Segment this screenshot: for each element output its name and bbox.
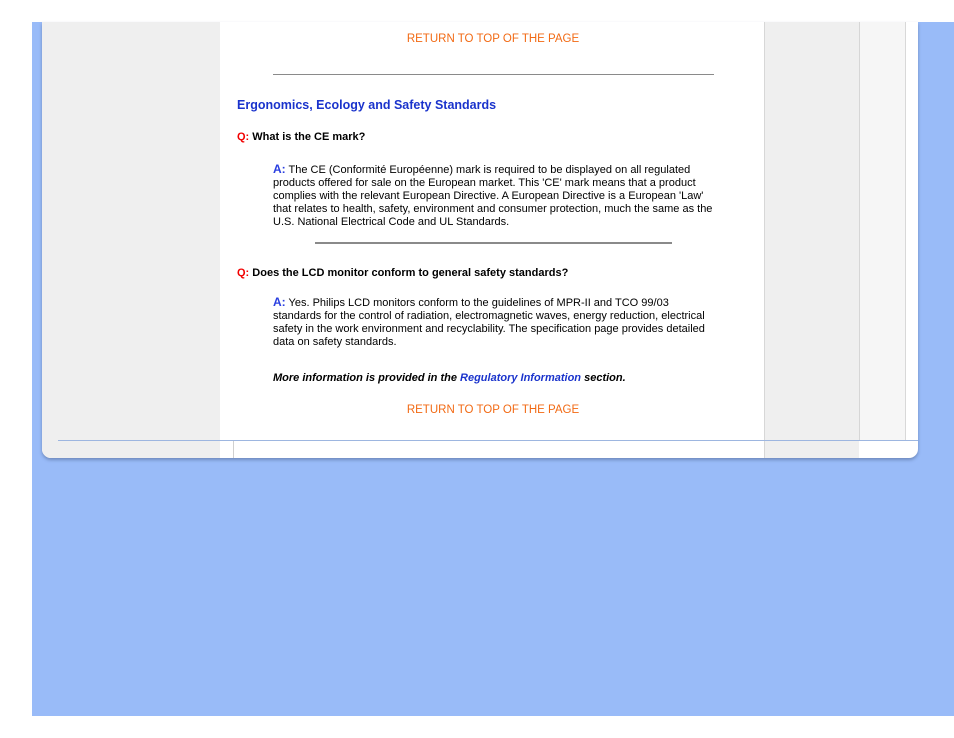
return-to-top-link-bottom[interactable]: RETURN TO TOP OF THE PAGE	[406, 404, 580, 416]
footer-rule	[58, 440, 918, 441]
section-divider	[273, 74, 714, 75]
footer-tick	[233, 441, 234, 458]
regulatory-information-link[interactable]: Regulatory Information	[460, 372, 582, 384]
far-right-column	[860, 22, 906, 440]
section-title: Ergonomics, Ecology and Safety Standards	[237, 98, 497, 112]
faq-question	[237, 267, 568, 279]
return-to-top-link[interactable]: RETURN TO TOP OF THE PAGE	[406, 33, 580, 45]
answer-text: The CE (Conformité Européenne) mark is required to be displayed on all regulated products offered for sale on the European market. This 'CE' mark means that a product complies with the relevant European Directive. A European Directive is a European 'Law' that relates to health, safety, environment and consumer protection, much the same as the U.S. National Electrical Code and UL Standards.	[273, 164, 713, 228]
answer-text: Yes. Philips LCD monitors conform to the guidelines of MPR-II and TCO 99/03 standards for the control of radiation, electromagnetic waves, energy reduction, electrical safety in the work environment and recyclability. The specification page provides detailed data on safety standards.	[273, 297, 705, 348]
document-frame	[42, 22, 918, 458]
left-sidebar	[42, 22, 220, 458]
answer-divider	[315, 242, 672, 244]
faq-question	[237, 131, 365, 143]
right-sidebar	[765, 22, 859, 458]
answer-marker: A:	[273, 162, 286, 176]
answer-marker: A:	[273, 295, 286, 309]
faq-answer	[273, 296, 717, 349]
question-text: Does the LCD monitor conform to general safety standards?	[249, 267, 569, 279]
question-text: What is the CE mark?	[249, 131, 366, 143]
page-background	[32, 22, 954, 716]
faq-answer	[273, 163, 717, 229]
more-info-prefix: More information is provided in the	[273, 372, 461, 384]
more-info-suffix: section.	[581, 372, 626, 384]
far-right-divider	[905, 22, 906, 440]
question-marker: Q:	[237, 131, 250, 143]
main-content	[237, 22, 765, 440]
more-info-note	[273, 372, 626, 384]
question-marker: Q:	[237, 267, 250, 279]
